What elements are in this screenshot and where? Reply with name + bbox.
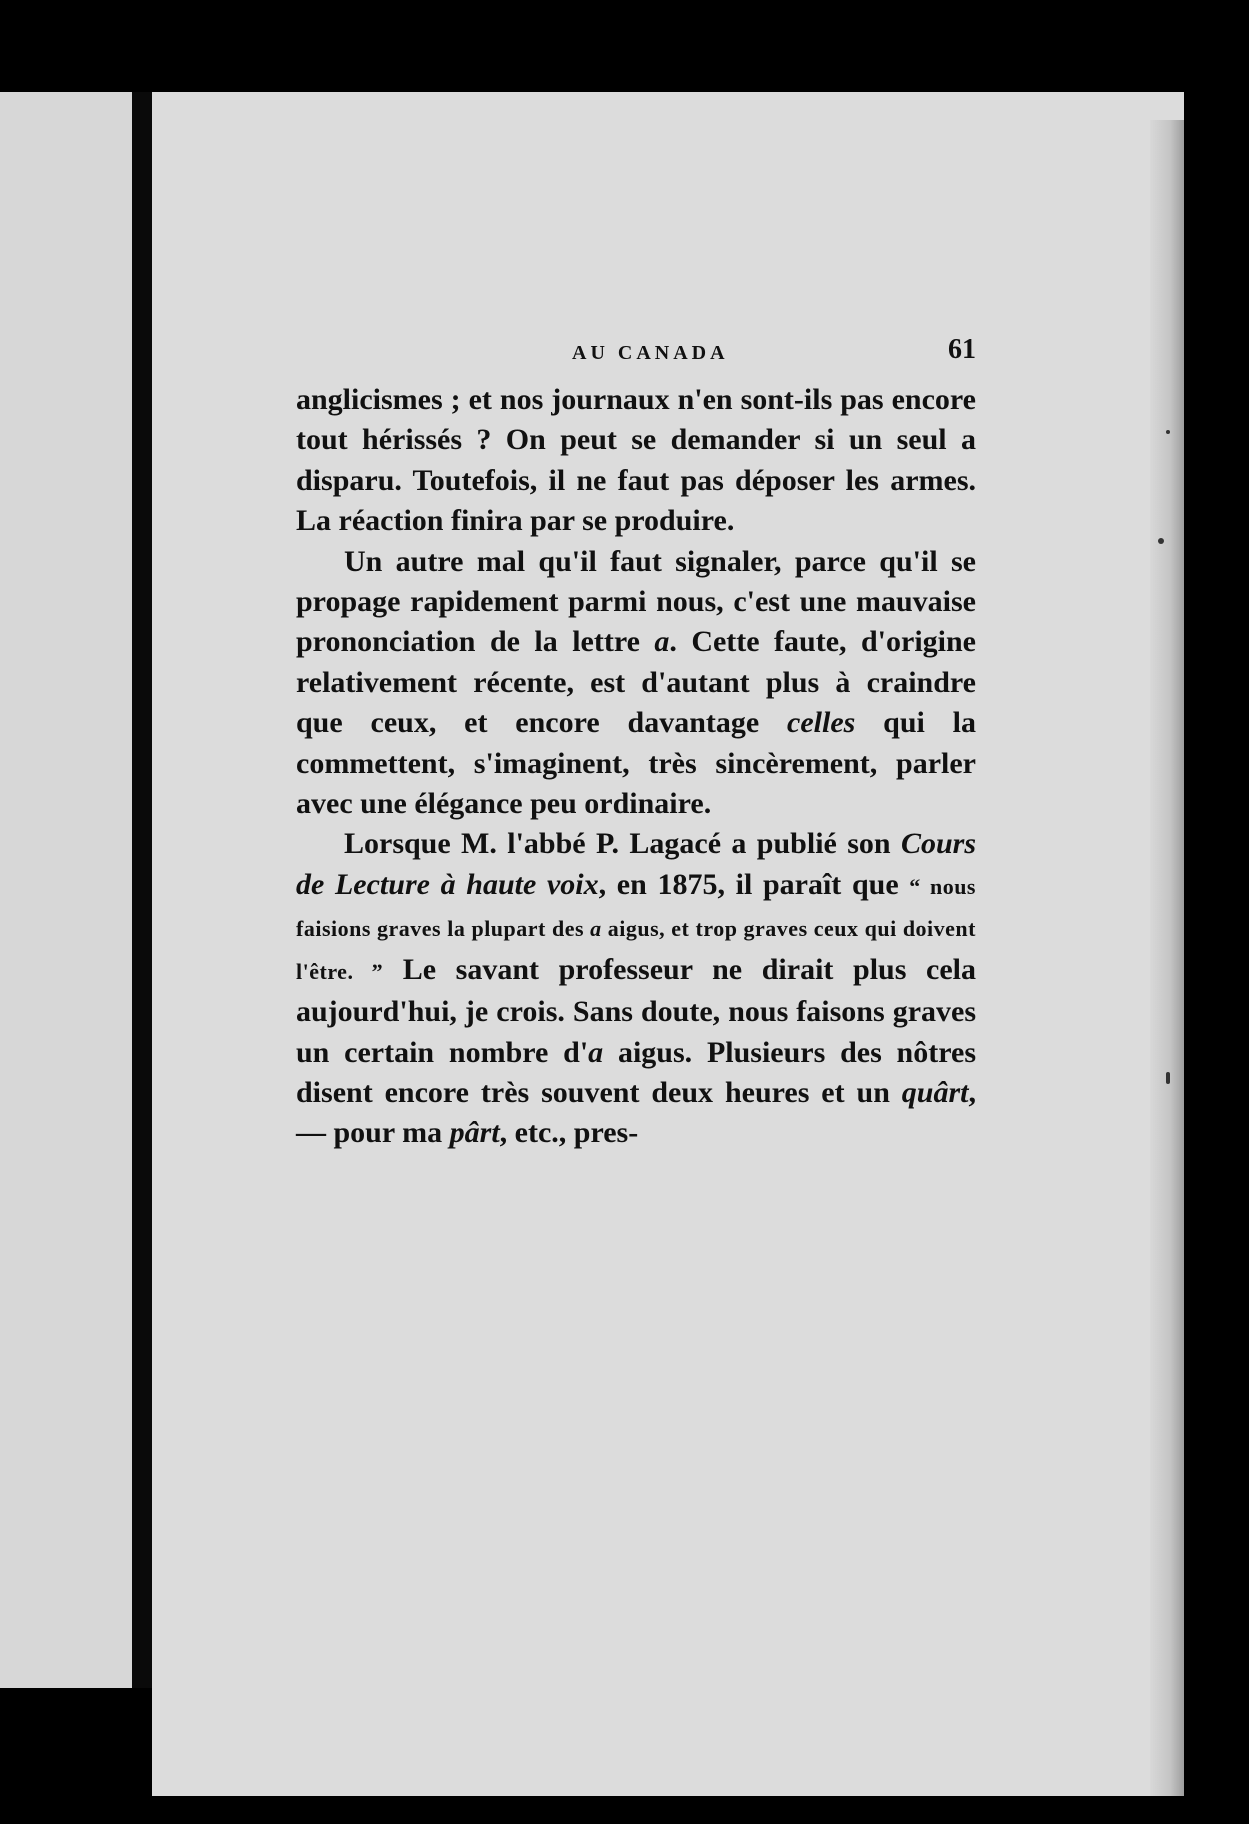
text-run: anglicismes ; et nos journaux n'en sont-ils pas encore tout hérissés ? On peut se demander si un seul a disparu. Toutefois, il ne faut pas déposer les armes. La réaction finira par se produire. xyxy=(296,383,976,538)
text-run: a xyxy=(590,916,602,942)
dust-speck xyxy=(1158,538,1164,544)
text-run: , etc., pres- xyxy=(499,1116,639,1150)
text-run: Un autre mal qu'il faut signaler, parce qu'il se propage rapidement parmi nous, c'est une mauvaise prononciation de la lettre xyxy=(296,544,976,659)
paragraph xyxy=(296,542,976,825)
text-run: Le savant professeur ne dirait plus cela aujourd'hui, je crois. Sans doute, nous faisons graves un certain nombre d' xyxy=(296,952,976,1069)
facing-page-edge xyxy=(0,92,132,1688)
text-run: , en 1875, il paraît que xyxy=(598,867,910,901)
text-run: a xyxy=(654,625,670,659)
body-text xyxy=(296,380,976,1154)
text-run: aigus. Plusieurs des nôtres disent encore très souvent deux heures et un xyxy=(296,1035,976,1109)
book-gutter xyxy=(132,92,152,1688)
text-run: pârt xyxy=(449,1116,500,1150)
paragraph xyxy=(296,824,976,1153)
text-run: , — pour ma xyxy=(296,1075,976,1150)
running-title: AU CANADA xyxy=(572,342,729,364)
text-run: “ nous faisions graves la plupart des xyxy=(296,873,976,942)
running-head xyxy=(158,334,976,374)
text-run: Lorsque M. l'abbé P. Lagacé a publié son xyxy=(344,827,901,861)
text-run: qui la commettent, s'imaginent, très sincèrement, parler avec une élégance peu ordinaire. xyxy=(296,706,976,821)
text-run: celles xyxy=(787,706,856,740)
text-run: aigus, et trop graves ceux qui doivent l'être. ” xyxy=(296,916,976,984)
dust-speck xyxy=(1166,430,1170,434)
text-run: quârt xyxy=(901,1075,969,1109)
page-edge-shadow xyxy=(1150,120,1184,1796)
dust-speck xyxy=(1166,1072,1170,1084)
page-number: 61 xyxy=(948,334,976,365)
text-run: Cours de Lecture à haute voix xyxy=(296,827,976,901)
paragraph xyxy=(296,380,976,542)
text-run: . Cette faute, d'origine relativement récente, est d'autant plus à craindre que ceux, et encore davantage xyxy=(296,625,977,740)
text-run: a xyxy=(588,1035,604,1069)
